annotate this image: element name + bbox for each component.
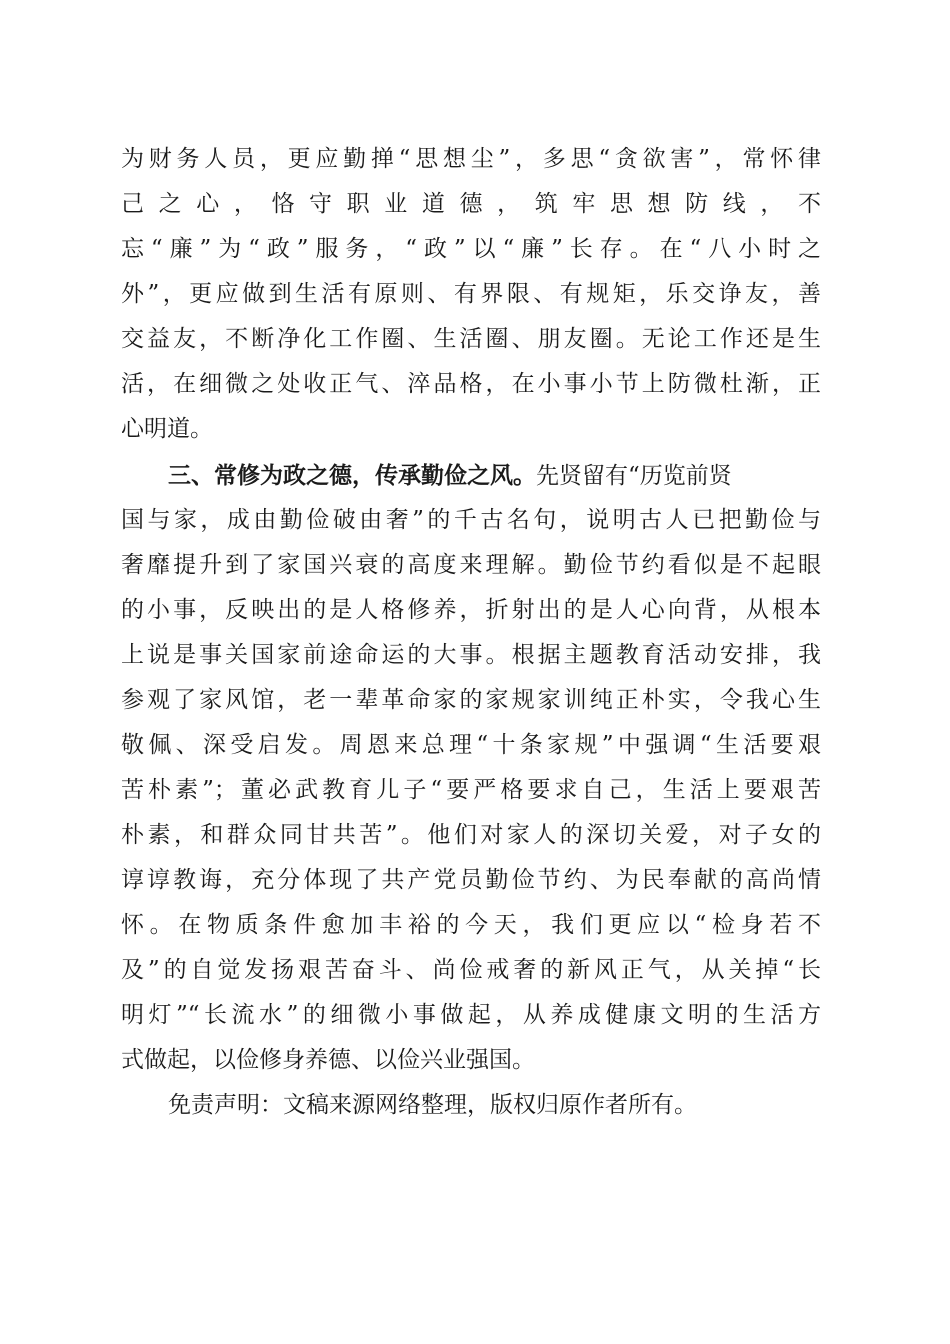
text-line: 的小事，反映出的是人格修养，折射出的是人心向背，从根本 <box>121 597 821 623</box>
text-line: 朴素，和群众同甘共苦”。他们对家人的深切关爱，对子女的 <box>121 822 821 848</box>
text-line: 活，在细微之处收正气、淬品格，在小事小节上防微杜渐，正 <box>121 371 821 397</box>
disclaimer-text: 免责声明：文稿来源网络整理，版权归原作者所有。 <box>168 1092 697 1118</box>
text-line: 参观了家风馆，老一辈革命家的家规家训纯正朴实，令我心生 <box>121 687 821 713</box>
text-line: 上说是事关国家前途命运的大事。根据主题教育活动安排，我 <box>121 642 821 668</box>
text-line: 谆谆教诲，充分体现了共产党员勤俭节约、为民奉献的高尚情 <box>121 867 821 893</box>
heading-line-rest: 先贤留有“历览前贤 <box>536 463 732 489</box>
section-heading-line <box>121 453 821 498</box>
text-line: 外”，更应做到生活有原则、有界限、有规矩，乐交诤友，善 <box>121 281 821 307</box>
paragraph-integrity <box>121 137 821 452</box>
disclaimer-block <box>121 1083 821 1128</box>
text-line: 忘“廉”为“政”服务，“政”以“廉”长存。在“八小时之 <box>121 236 821 262</box>
text-line: 国与家，成由勤俭破由奢”的千古名句，说明古人已把勤俭与 <box>121 507 821 533</box>
text-line: 式做起，以俭修身养德、以俭兴业强国。 <box>121 1047 535 1073</box>
text-line: 苦朴素”；董必武教育儿子“要严格要求自己，生活上要艰苦 <box>121 777 821 803</box>
section-heading: 三、常修为政之德，传承勤俭之风。 <box>168 462 536 489</box>
text-line: 奢靡提升到了家国兴衰的高度来理解。勤俭节约看似是不起眼 <box>121 552 821 578</box>
paragraph-thrift <box>121 453 821 1083</box>
text-line: 心明道。 <box>121 416 213 442</box>
text-line: 己之心，恪守职业道德，筑牢思想防线，不 <box>121 191 821 217</box>
text-line: 为财务人员，更应勤掸“思想尘”，多思“贪欲害”，常怀律 <box>121 146 821 172</box>
text-line: 明灯”“长流水”的细微小事做起，从养成健康文明的生活方 <box>121 1002 821 1028</box>
text-line: 敬佩、深受启发。周恩来总理“十条家规”中强调“生活要艰 <box>121 732 821 758</box>
text-line: 怀。在物质条件愈加丰裕的今天，我们更应以“检身若不 <box>121 912 821 938</box>
text-line: 交益友，不断净化工作圈、生活圈、朋友圈。无论工作还是生 <box>121 326 821 352</box>
text-line: 及”的自觉发扬艰苦奋斗、尚俭戒奢的新风正气，从关掉“长 <box>121 957 821 983</box>
